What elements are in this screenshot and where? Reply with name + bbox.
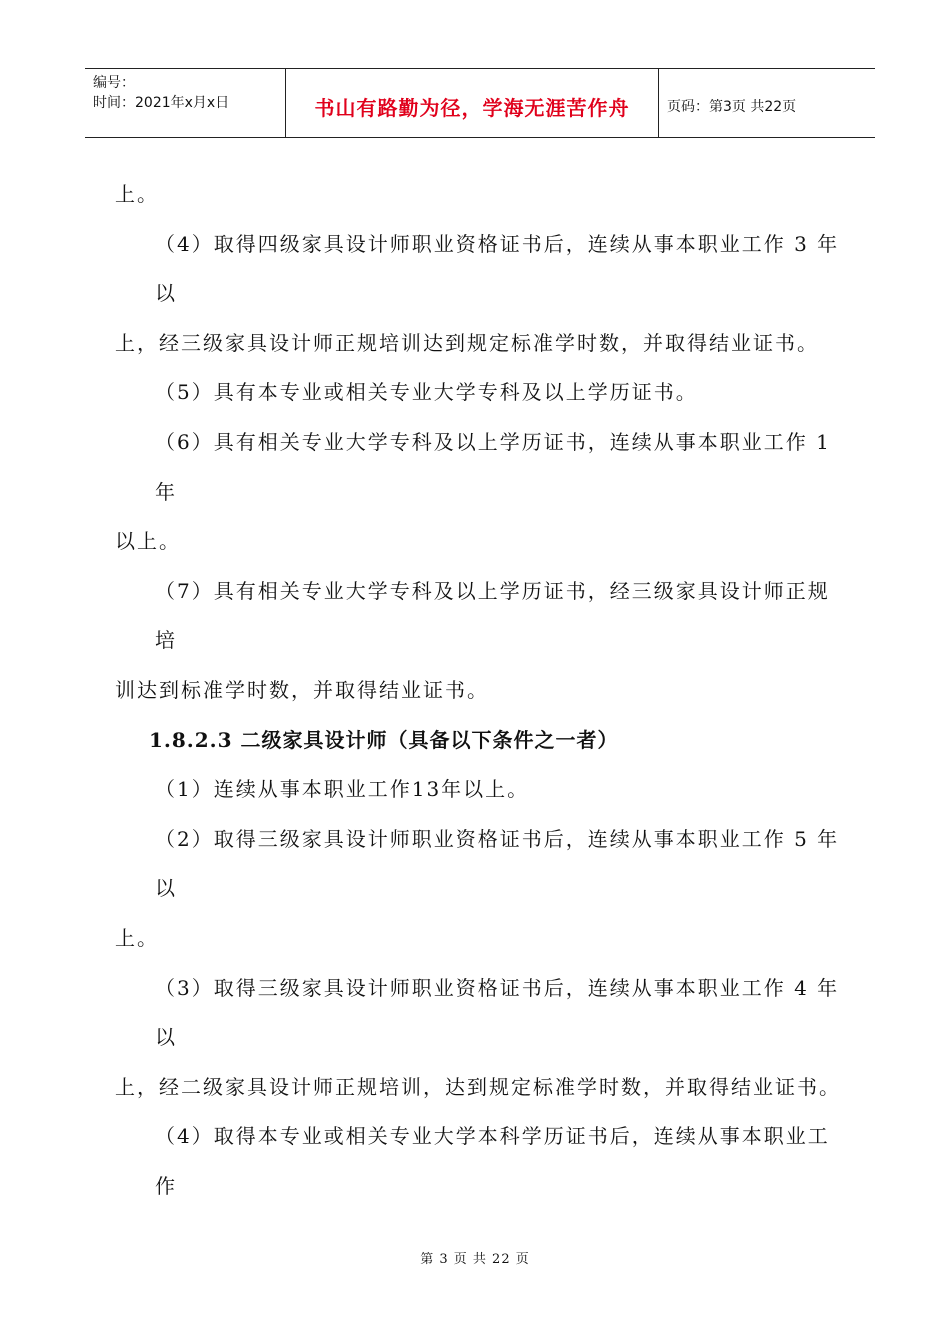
- document-body: [115, 170, 850, 1211]
- header-page-label: 页码：第3页 共22页: [667, 99, 797, 115]
- body-line: 以上。: [115, 529, 181, 554]
- page-header: [85, 68, 875, 138]
- body-line: 以: [155, 876, 177, 901]
- page-footer: 第 3 页 共 22 页: [420, 1252, 530, 1267]
- body-line: （6）具有相关专业大学专科及以上学历证书，连续从事本职业工作 1: [155, 429, 831, 454]
- body-line: 年: [155, 479, 177, 504]
- body-line: 训达到标准学时数，并取得结业证书。: [115, 677, 489, 702]
- body-line: （5）具有本专业或相关专业大学专科及以上学历证书。: [155, 380, 698, 405]
- body-line: （4）取得四级家具设计师职业资格证书后，连续从事本职业工作 3 年: [155, 231, 840, 256]
- body-line: （3）取得三级家具设计师职业资格证书后，连续从事本职业工作 4 年: [155, 975, 840, 1000]
- body-line: 上。: [115, 182, 159, 206]
- section-heading: 1.8.2.3 二级家具设计师（具备以下条件之一者）: [149, 727, 619, 752]
- header-time-label: 时间：2021年x月x日: [93, 95, 230, 111]
- body-line: 以: [155, 281, 177, 306]
- body-line: （1）连续从事本职业工作13年以上。: [155, 777, 530, 802]
- body-line: 上，经三级家具设计师正规培训达到规定标准学时数，并取得结业证书。: [115, 330, 819, 355]
- body-line: （7）具有相关专业大学专科及以上学历证书，经三级家具设计师正规: [155, 578, 830, 603]
- body-line: （4）取得本专业或相关专业大学本科学历证书后，连续从事本职业工: [155, 1124, 830, 1149]
- header-meta: [85, 69, 285, 137]
- body-line: 以: [155, 1025, 177, 1050]
- header-number-label: 编号：: [93, 75, 135, 91]
- header-motto: 书山有路勤为径，学海无涯苦作舟: [285, 69, 659, 137]
- body-line: 作: [155, 1173, 177, 1198]
- body-line: （2）取得三级家具设计师职业资格证书后，连续从事本职业工作 5 年: [155, 826, 840, 851]
- body-line: 培: [155, 628, 177, 653]
- body-line: 上，经二级家具设计师正规培训，达到规定标准学时数，并取得结业证书。: [115, 1074, 841, 1099]
- body-line: 上。: [115, 925, 159, 950]
